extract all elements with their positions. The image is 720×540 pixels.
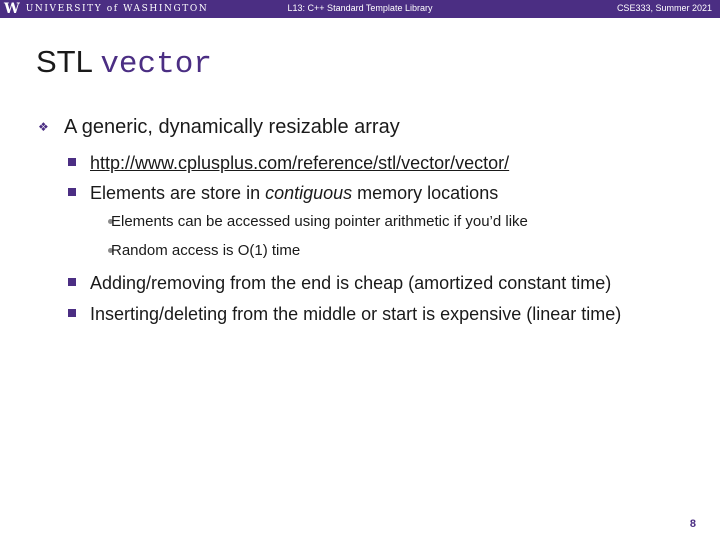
lecture-title: L13: C++ Standard Template Library: [287, 3, 433, 13]
bullet-text: A generic, dynamically resizable array: [64, 116, 400, 138]
square-bullet-icon: [68, 309, 76, 317]
header-bar: [0, 0, 720, 18]
university-name: UNIVERSITY of WASHINGTON: [25, 4, 209, 14]
sub-bullet-text: Adding/removing from the end is cheap (amortized constant time): [90, 273, 612, 293]
text-segment: Elements can be accessed using pointer arithmetic if you’d like: [111, 213, 528, 230]
sub-bullet-text-container: [90, 150, 690, 176]
text-segment: Elements are store in: [90, 183, 266, 203]
reference-link[interactable]: http://www.cplusplus.com/reference/stl/vector/vector/: [90, 153, 510, 173]
course-label: CSE333, Summer 2021: [616, 3, 712, 13]
sub-sub-bullet-text: [111, 240, 671, 262]
square-bullet-icon: [68, 278, 76, 286]
square-bullet-icon: [68, 158, 76, 166]
sub-bullet-text: Inserting/deleting from the middle or start is expensive (linear time): [90, 304, 622, 324]
diamond-bullet-icon: ❖: [38, 120, 49, 134]
slide-title-code: vector: [100, 47, 212, 82]
sub-sub-bullet-text: [111, 211, 671, 233]
slide-title: [36, 44, 212, 84]
square-bullet-icon: [68, 188, 76, 196]
sub-bullet-text: [90, 180, 690, 206]
w-logo-icon: W: [4, 1, 20, 17]
page-number: 8: [689, 518, 696, 530]
italic-term: contiguous: [265, 183, 353, 203]
text-segment: Random access is O(1) time: [111, 242, 301, 259]
text-segment: memory locations: [352, 183, 499, 203]
slide-title-text: STL: [36, 44, 101, 79]
